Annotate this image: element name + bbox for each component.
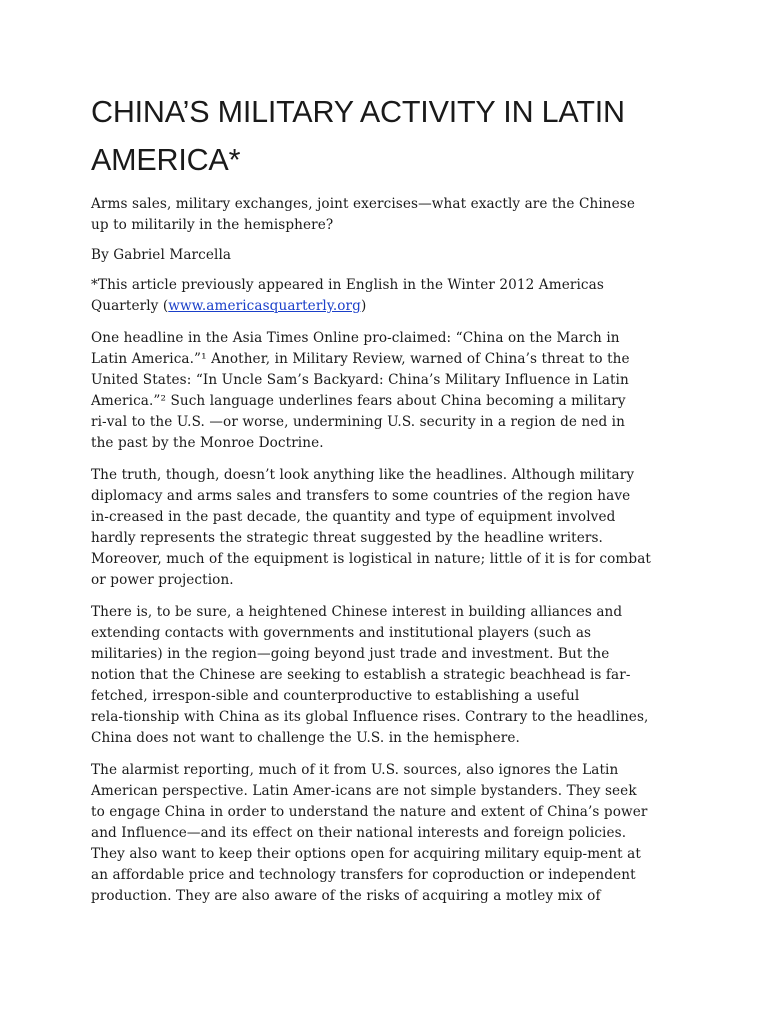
text-line: or power projection.: [91, 572, 234, 588]
text-line: the past by the Monroe Doctrine.: [91, 435, 324, 451]
text-line: notion that the Chinese are seeking to establish a strategic beachhead is far-: [91, 667, 631, 683]
text-line: Quarterly (: [91, 298, 169, 314]
text-line: America.”² Such language underlines fears about China becoming a military: [91, 393, 626, 409]
paragraph-1: [91, 328, 683, 454]
text-line: United States: “In Uncle Sam’s Backyard: China’s Military Influence in Latin: [91, 372, 629, 388]
text-line: The truth, though, doesn’t look anything like the headlines. Although military: [91, 467, 635, 483]
text-line: China does not want to challenge the U.S. in the hemisphere.: [91, 730, 520, 746]
text-line: American perspective. Latin Amer-icans are not simple bystanders. They seek: [91, 783, 637, 799]
text-line: to engage China in order to understand the nature and extent of China’s power: [91, 804, 648, 820]
americas-quarterly-link[interactable]: www.americasquarterly.org: [168, 298, 361, 314]
text-line: They also want to keep their options open for acquiring military equip-ment at: [91, 846, 641, 862]
text-line: Latin America.”¹ Another, in Military Review, warned of China’s threat to the: [91, 351, 630, 367]
text-line: *This article previously appeared in English in the Winter 2012 Americas: [91, 277, 604, 293]
article: [91, 88, 683, 907]
text-line: and Influence—and its effect on their national interests and foreign policies.: [91, 825, 627, 841]
article-title-line: AMERICA*: [91, 143, 241, 177]
text-line: The alarmist reporting, much of it from U.S. sources, also ignores the Latin: [91, 762, 619, 778]
text-line: fetched, irrespon-sible and counterproductive to establishing a useful: [91, 688, 580, 704]
text-line: militaries) in the region—going beyond just trade and investment. But the: [91, 646, 610, 662]
text-line: rela-tionship with China as its global Influence rises. Contrary to the headlines,: [91, 709, 649, 725]
publication-note: [91, 275, 683, 317]
text-line: an affordable price and technology transfers for coproduction or independent: [91, 867, 636, 883]
paragraph-4: [91, 760, 683, 907]
text-line: ri-val to the U.S. —or worse, undermining U.S. security in a region de ned in: [91, 414, 625, 430]
byline: By Gabriel Marcella: [91, 247, 232, 263]
text-line: hardly represents the strategic threat suggested by the headline writers.: [91, 530, 603, 546]
text-line: up to militarily in the hemisphere?: [91, 217, 334, 233]
text-line: One headline in the Asia Times Online pro-claimed: “China on the March in: [91, 330, 620, 346]
text-line: in-creased in the past decade, the quantity and type of equipment involved: [91, 509, 616, 525]
text-line: extending contacts with governments and institutional players (such as: [91, 625, 592, 641]
text-line: Moreover, much of the equipment is logistical in nature; little of it is for combat: [91, 551, 651, 567]
article-title: [91, 88, 683, 184]
paragraph-2: [91, 465, 683, 591]
text-line: production. They are also aware of the risks of acquiring a motley mix of: [91, 888, 601, 904]
text-line: ): [360, 298, 367, 314]
text-line: diplomacy and arms sales and transfers to some countries of the region have: [91, 488, 631, 504]
text-line: There is, to be sure, a heightened Chinese interest in building alliances and: [91, 604, 623, 620]
text-line: Arms sales, military exchanges, joint exercises—what exactly are the Chinese: [91, 196, 635, 212]
article-subtitle: [91, 194, 683, 236]
paragraph-3: [91, 602, 683, 749]
article-title-line: CHINA’S MILITARY ACTIVITY IN LATIN: [91, 95, 625, 129]
